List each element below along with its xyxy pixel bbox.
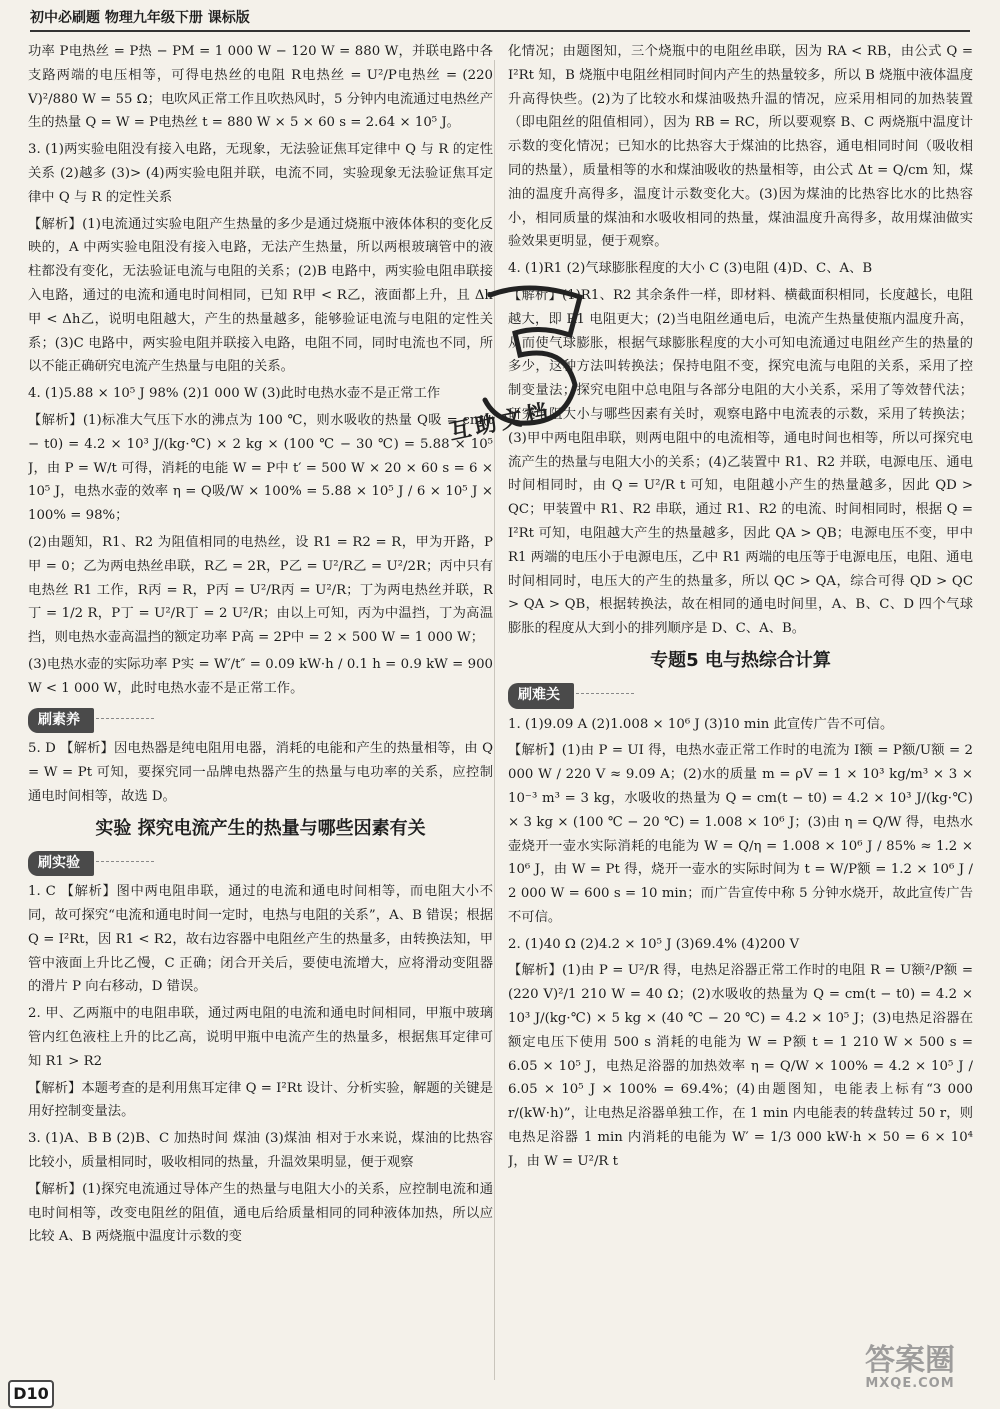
answer-5: 5. D 【解析】因电热器是纯电阻用电器，消耗的电能和产生的热量相等，由 Q = W = Pt 可知，要探究同一品牌电热器产生的热量与电功率的关系，应控制通电时间相等，故选 D。 (28, 741, 493, 804)
exp-answer-3: 3. (1)A、B B (2)B、C 加热时间 煤油 (3)煤油 相对于水来说，煤油的比热容比较小，质量相同时，吸收相同的热量，升温效果明显，便于观察 (28, 1131, 493, 1171)
exp-analysis-3: 【解析】(1)探究电流通过导体产生的热量与电阻大小的关系，应控制电流和通电时间相等，改变电阻丝的阻值，通电后给质量相同的同种液体加热，所以应比较 A、B 两烧瓶中温度计示数的变 (28, 1181, 493, 1245)
answer-4: 4. (1)5.88 × 10⁵ J 98% (2)1 000 W (3)此时电热水壶不是正常工作 (28, 386, 441, 402)
analysis-4-part1: 【解析】(1)标准大气压下水的沸点为 100 ℃，则水吸收的热量 Q吸 = cm(t − t0) = 4.2 × 10³ J/(kg·℃) × 2 kg × (100 ℃ − 30 ℃) = 5.88 × 10⁵ J，由 P = W/t 可得，消耗的电能 W = P中 t′ = 500 W × 20 × 60 s = 6 × 10⁵ J，电热水壶的效率 η = Q吸/W × 100% = 5.88 × 10⁵ J / 6 × 10⁵ J × 100% = 98%； (28, 412, 493, 524)
s5-analysis-2: 【解析】(1)由 P = U²/R 得，电热足浴器正常工作时的电阻 R = U额²/P额 = (220 V)²/1 210 W = 40 Ω；(2)水吸收的热量为 Q = cm(t − t0) = 4.2 × 10³ J/(kg·℃) × 5 kg × (40 ℃ − 20 ℃) = 4.2 × 10⁵ J；(3)电热足浴器在额定电压下使用 500 s 消耗的电能为 W = P额 t = 1 210 W × 500 s = 6.05 × 10⁵ J，电热足浴器的加热效率 η = Q/W × 100% = 4.2 × 10⁵ J / 6.05 × 10⁵ J × 100% = 69.4%；(4)由题图知，电能表上标有“3 000 r/(kW·h)”，让电热足浴器单独工作，在 1 min 内电能表的转盘转过 50 r，则电热足浴器 1 min 内消耗的电能为 W′ = 1/3 000 kW·h × 50 = 6 × 10⁴ J，由 W = U²/R t (508, 963, 973, 1169)
column-divider (494, 60, 495, 1380)
right-column (508, 40, 973, 1385)
left-column (28, 40, 493, 1385)
paragraph: 功率 P电热丝 = P热 − PM = 1 000 W − 120 W = 880 W，并联电路中各支路两端的电压相等，可得电热丝的电阻 R电热丝 = U²/P电热丝 = (220 V)²/880 W = 55 Ω；电吹风正常工作且吹热风时，5 分钟内电流通过电热丝产生的热量 Q = W = P电热丝 t = 880 W × 5 × 60 s = 2.64 × 10⁵ J。 (28, 44, 493, 131)
analysis-3: 【解析】(1)电流通过实验电阻产生热量的多少是通过烧瓶中液体体积的变化反映的，A 中两实验电阻没有接入电路，无法产生热量，所以两根玻璃管中的液柱都没有变化，无法验证电流与电阻的关系；(2)B 电路中，两实验电阻串联接入电路，通过的电流和通电时间相同，已知 R甲 < R乙，液面都上升，且 Δh甲 < Δh乙，说明电阻越大，产生的热量越多，能够验证电流与电阻的定性关系；(3)C 电路中，两实验电阻并联接入电路，电阻不同，同时电流也不同，所以不能正确研究电流产生热量与电阻的关系。 (28, 216, 493, 375)
exp-answer-2: 2. 甲、乙两瓶中的电阻串联，通过两电阻的电流和通电时间相同，甲瓶中玻璃管内红色液柱上升的比乙高，说明甲瓶中电流产生的热量多，根据焦耳定律可知 R1 > R2 (28, 1006, 493, 1069)
exp-analysis-3-cont: 化情况；由题图知，三个烧瓶中的电阻丝串联，因为 RA < RB，由公式 Q = I²Rt 知，B 烧瓶中电阻丝相同时间内产生的热量较多，所以 B 烧瓶中液体温度升高得快些。(2)为了比较水和煤油吸热升温的情况，应采用相同的加热装置（即电阻丝的阻值相同），因为 RB = RC，所以要观察 B、C 两烧瓶中温度计示数的变化情况；已知水的比热容大于煤油的比热容，通电相同时间（吸收相同的热量），质量相等的水和煤油吸收的热量相等，由公式 Δt = Q/cm 知，煤油的温度升高得多，温度计示数变化大。(3)因为煤油的比热容比水的比热容小，相同质量的煤油和水吸收相同的热量，煤油温度升高得多，故用煤油做实验效果更明显，便于观察。 (508, 44, 973, 250)
exp-analysis-4: 【解析】(1)R1、R2 其余条件一样，即材料、横截面积相同，长度越长，电阻越大，即 R1 电阻更大；(2)当电阻丝通电后，电流产生热量使瓶内温度升高，从而使气球膨胀，根据气球膨胀程度的大小可知电流通过电阻丝产生的热量的多少，这种方法叫转换法；保持电阻不变，探究电流与电阻的关系，采用了控制变量法；探究电阻中总电阻与各部分电阻的大小关系，采用了等效替代法；研究电阻大小与哪些因素有关时，观察电路中电流表的示数，采用了转换法；(3)甲中两电阻串联，则两电阻中的电流相等，通电时间也相等，所以可探究电流产生的热量与电阻大小的关系；(4)乙装置中 R1、R2 并联，电源电压、通电时间相同时，由 Q = U²/R t 可知，电阻越小产生的热量越多，因此 QD > QC；甲装置中 R1、R2 串联，通过 R1、R2 的电流、时间相同时，根据 Q = I²Rt 可知，电阻越大产生的热量越多，因此 QA > QB；电源电压不变，甲中 R1 两端的电压小于电源电压，乙中 R1 两端的电压等于电源电压，电阻、通电时间相同时，电压大的产生的热量多，所以 QC > QA，综合可得 QD > QC > QA > QB，根据转换法，故在相同的通电时间里，A、B、C、D 四个气球膨胀的程度从大到小的排列顺序是 D、C、A、B。 (508, 287, 973, 637)
logo-title: 答案圈 (865, 1343, 955, 1378)
watermark-text: 互助文档 (446, 399, 554, 446)
analysis-4-part3: (3)电热水壶的实际功率 P实 = W′/t″ = 0.09 kW·h / 0.1 h = 0.9 kW = 900 W < 1 000 W，此时电热水壶不是正常工作。 (28, 656, 493, 696)
badge-suyang: 刷素养 (28, 708, 94, 734)
s5-analysis-1: 【解析】(1)由 P = UI 得，电热水壶正常工作时的电流为 I额 = P额/U额 = 2 000 W / 220 V ≈ 9.09 A；(2)水的质量 m = ρV = 1 × 10³ kg/m³ × 3 × 10⁻³ m³ = 3 kg，水吸收的热量为 Q = cm(t − t0) = 4.2 × 10³ J/(kg·℃) × 3 kg × (100 ℃ − 20 ℃) = 1.008 × 10⁶ J；(3)由 η = Q/W 得，电热水壶烧开一壶水实际消耗的电能为 W = Q/η = 1.008 × 10⁶ J / 85% ≈ 1.2 × 10⁶ J，由 W = Pt 得，烧开一壶水的实际时间为 t = W/P额 = 1.2 × 10⁶ J / 2 000 W = 600 s = 10 min；而广告宣传中称 5 分钟水烧开，故此宣传广告不可信。 (508, 743, 973, 925)
page-number: D10 (8, 1380, 54, 1408)
analysis-4-part2: (2)由题知，R1、R2 为阻值相同的电热丝，设 R1 = R2 = R，甲为开路，P甲 = 0；乙为两电热丝串联，R乙 = 2R，P乙 = U²/R乙 = U²/2R；丙中只有电热丝 R1 工作，R丙 = R，P丙 = U²/R丙 = U²/R；丁为两电热丝并联，R丁 = 1/2 R，P丁 = U²/R丁 = 2 U²/R；由以上可知，丙为中温挡，丁为高温挡，则电热水壶高温挡的额定功率 P高 = 2P中 = 2 × 500 W = 1 000 W； (28, 534, 493, 646)
exp-answer-1: 1. C 【解析】图中两电阻串联，通过的电流和通电时间相等，而电阻大小不同，故可探究“电流和通电时间一定时，电热与电阻的关系”，A、B 错误；根据 Q = I²Rt，因 R1 < R2，故右边容器中电阻丝产生的热量多，由转换法知，甲管中液面上升比乙慢，C 正确；闭合开关后，要使电流增大，应将滑动变阻器的滑片 P 向右移动，D 错误。 (28, 884, 493, 995)
s5-answer-1: 1. (1)9.09 A (2)1.008 × 10⁶ J (3)10 min 此宣传广告不可信。 (508, 716, 894, 732)
logo-url: MXQE.COM (865, 1376, 955, 1391)
running-header: 初中必刷题 物理九年级下册 课标版 (30, 6, 970, 32)
experiment-title: 实验 探究电流产生的热量与哪些因素有关 (95, 817, 426, 839)
answer-3: 3. (1)两实验电阻没有接入电路，无现象，无法验证焦耳定律中 Q 与 R 的定性关系 (2)越多 (3)> (4)两实验电阻并联，电流不同，实验现象无法验证焦耳定律中 Q 与 R 的定性关系 (28, 142, 493, 205)
exp-analysis-2: 【解析】本题考查的是利用焦耳定律 Q = I²Rt 设计、分析实验，解题的关键是用好控制变量法。 (28, 1080, 493, 1120)
section5-title: 专题5 电与热综合计算 (650, 649, 831, 671)
badge-hard: 刷难关 (508, 683, 574, 709)
badge-shiyan: 刷实验 (28, 851, 94, 877)
exp-answer-4: 4. (1)R1 (2)气球膨胀程度的大小 C (3)电阻 (4)D、C、A、B (508, 261, 873, 277)
site-logo (840, 1345, 980, 1393)
s5-answer-2: 2. (1)40 Ω (2)4.2 × 10⁵ J (3)69.4% (4)200 V (508, 936, 800, 952)
